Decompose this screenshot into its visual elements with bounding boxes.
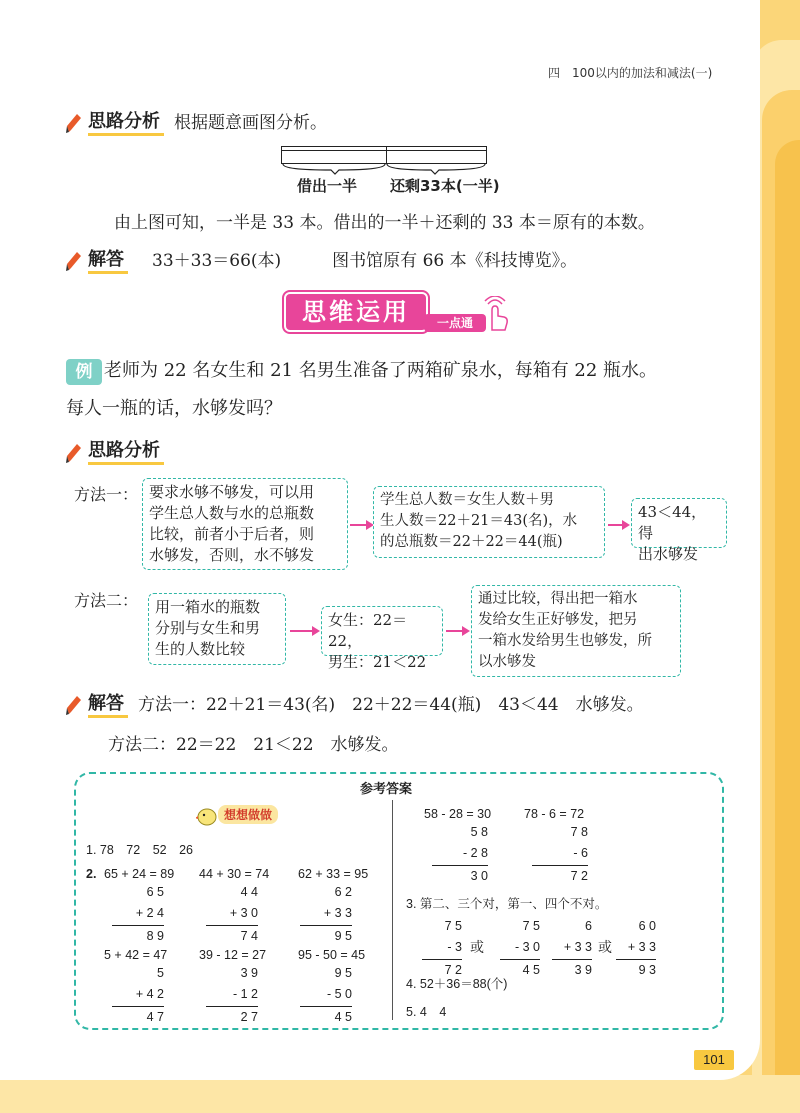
box-line: 分别与女生和男	[155, 619, 261, 637]
box-line: 男生：21＜22	[328, 653, 427, 671]
answer-q4: 4. 52＋36＝88(个)	[406, 977, 508, 991]
vertical-top: 9 5	[334, 966, 352, 980]
method-1-box-2	[373, 486, 605, 558]
vertical-result: 3 0	[470, 869, 488, 883]
page-edge	[775, 140, 800, 1113]
method-2-label: 方法二：	[74, 591, 139, 610]
vertical-result: 9 5	[334, 929, 352, 943]
vertical-result: 4 5	[522, 963, 540, 977]
vertical-result: 3 9	[574, 963, 592, 977]
equation: 5 + 42 = 47	[104, 948, 168, 962]
sum-line	[112, 1006, 164, 1007]
vertical-operand: - 5 0	[326, 987, 352, 1001]
box-line: 以水够发	[478, 654, 536, 670]
vertical-result: 4 7	[146, 1010, 164, 1024]
vertical-operand: + 3 3	[627, 940, 656, 954]
vertical-top: 7 8	[570, 825, 588, 839]
sum-line	[206, 925, 258, 926]
sub-title-badge: 想想做做	[218, 805, 278, 824]
reference-answers-box	[74, 772, 724, 1030]
arrow	[446, 630, 464, 632]
box-line: 通过比较，得出把一箱水	[478, 591, 638, 607]
example-line-1: 老师为 22 名女生和 21 名男生准备了两箱矿泉水，每箱有 22 瓶水。	[104, 360, 658, 381]
sum-line	[300, 925, 352, 926]
arrow	[290, 630, 314, 632]
vertical-operand: - 1 2	[232, 987, 258, 1001]
pencil-icon	[66, 251, 82, 271]
sum-line	[432, 865, 488, 866]
box-line: 生人数＝22＋21＝43(名)，水	[380, 513, 578, 529]
answer-q5: 5. 4 4	[406, 1005, 447, 1019]
equation: 78 - 6 = 72	[524, 807, 585, 821]
answer-q1: 1. 78 72 52 26	[86, 843, 194, 857]
vertical-operand: - 3 0	[514, 940, 540, 954]
vertical-result: 7 4	[240, 929, 258, 943]
box-line: 学生总人数与水的总瓶数	[149, 504, 315, 522]
analysis-heading-2	[66, 440, 164, 465]
column-divider	[392, 800, 393, 1020]
analysis-intro: 根据题意画图分析。	[174, 113, 327, 133]
sum-line	[206, 1006, 258, 1007]
vertical-operand: - 2 8	[462, 846, 488, 860]
equation: 39 - 12 = 27	[199, 948, 267, 962]
box-line: 学生总人数＝女生人数＋男	[380, 492, 554, 508]
vertical-result: 7 2	[570, 869, 588, 883]
box-line: 出水够发	[638, 545, 699, 563]
bar-borrowed	[281, 146, 388, 164]
box-line: 发给女生正好够发，把另	[478, 612, 638, 628]
vertical-operand: + 3 0	[229, 906, 258, 920]
section-label: 解答	[88, 693, 128, 718]
box-line: 要求水够不够发，可以用	[149, 483, 315, 501]
or-word: 或	[598, 939, 612, 955]
pointer-hand-icon	[484, 296, 510, 332]
analysis-explain: 由上图可知，一半是 33 本。借出的一半＋还剩的 33 本＝原有的本数。	[114, 213, 655, 233]
answer-heading-1	[66, 248, 577, 274]
vertical-operand: - 3	[447, 940, 462, 954]
page-number: 101	[694, 1050, 734, 1070]
vertical-operand: + 4 2	[135, 987, 164, 1001]
vertical-top: 6 2	[334, 885, 352, 899]
vertical-result: 4 5	[334, 1010, 352, 1024]
page-bottom-band	[0, 1075, 800, 1113]
vertical-result: 9 3	[638, 963, 656, 977]
sum-line	[552, 959, 592, 960]
equation: 62 + 33 = 95	[298, 867, 369, 881]
vertical-top: 4 4	[240, 885, 258, 899]
banner-title: 思维运用	[302, 298, 410, 326]
box-line: 43＜44，得	[638, 503, 707, 542]
bar-brace	[281, 163, 489, 175]
answer-heading-2	[66, 692, 644, 718]
running-header: 四 100以内的加法和减法(一)	[548, 66, 713, 80]
sum-line	[300, 1006, 352, 1007]
vertical-operand: + 2 4	[135, 906, 164, 920]
sum-line	[422, 959, 462, 960]
answer-1-text: 33＋33＝66(本) 图书馆原有 66 本《科技博览》。	[152, 251, 578, 271]
equation: 65 + 24 = 89	[104, 867, 175, 881]
bar-left-label: 借出一半	[297, 177, 358, 195]
example-badge: 例	[66, 359, 102, 385]
equation: 58 - 28 = 30	[424, 807, 492, 821]
section-label: 思路分析	[88, 440, 164, 465]
vertical-operand: - 6	[573, 846, 588, 860]
answer-q2-label: 2.	[86, 867, 97, 881]
banner-tag-box	[424, 314, 486, 332]
pencil-icon	[66, 695, 82, 715]
analysis-heading-1	[66, 110, 327, 136]
method-1-box-1	[142, 478, 348, 570]
bar-remaining	[386, 146, 487, 164]
method-2-box-1	[148, 593, 286, 665]
method-1-box-3	[631, 498, 727, 563]
equation: 95 - 50 = 45	[298, 948, 366, 962]
banner-tag: 一点通	[436, 316, 473, 330]
method-2-box-2	[321, 606, 443, 671]
vertical-result: 2 7	[240, 1010, 258, 1024]
box-line: 的总瓶数＝22＋22＝44(瓶)	[380, 534, 563, 550]
method-1-label: 方法一：	[74, 485, 139, 504]
bar-right-label: 还剩33本(一半)	[390, 177, 500, 195]
box-line: 一箱水发给男生也够发，所	[478, 633, 652, 649]
method-2-box-3	[471, 585, 681, 677]
sum-line	[500, 959, 540, 960]
arrow	[350, 524, 368, 526]
vertical-result: 8 9	[146, 929, 164, 943]
pencil-icon	[66, 113, 82, 133]
box-line: 生的人数比较	[155, 640, 246, 658]
vertical-operand: + 3 3	[563, 940, 592, 954]
box-line: 水够发，否则，水不够发	[149, 546, 315, 564]
answer-q3: 3. 第二、三个对，第一、四个不对。	[406, 897, 608, 911]
vertical-top: 7 5	[444, 919, 462, 933]
vertical-top: 3 9	[240, 966, 258, 980]
vertical-top: 5	[157, 966, 164, 980]
vertical-top: 6	[585, 919, 592, 933]
arrow	[608, 524, 624, 526]
box-line: 比较，前者小于后者，则	[149, 525, 315, 543]
section-label: 解答	[88, 249, 128, 274]
vertical-operand: + 3 3	[323, 906, 352, 920]
or-word: 或	[470, 939, 484, 955]
answer-2-line-1: 方法一：22＋21＝43(名) 22＋22＝44(瓶) 43＜44 水够发。	[138, 695, 644, 715]
vertical-top: 5 8	[470, 825, 488, 839]
example-line-2: 每人一瓶的话，水够发吗？	[66, 398, 282, 419]
vertical-top: 7 5	[522, 919, 540, 933]
vertical-top: 6 5	[146, 885, 164, 899]
sum-line	[532, 865, 588, 866]
chick-icon	[196, 806, 218, 826]
vertical-result: 7 2	[444, 963, 462, 977]
banner-title-box	[284, 292, 428, 332]
box-line: 用一箱水的瓶数	[155, 598, 261, 616]
section-label: 思路分析	[88, 111, 164, 136]
sum-line	[112, 925, 164, 926]
reference-title: 参考答案	[360, 782, 413, 797]
pencil-icon	[66, 443, 82, 463]
answer-2-line-2: 方法二：22＝22 21＜22 水够发。	[108, 735, 399, 755]
box-line: 女生：22＝22，	[328, 611, 408, 650]
vertical-top: 6 0	[638, 919, 656, 933]
equation: 44 + 30 = 74	[199, 867, 270, 881]
sum-line	[616, 959, 656, 960]
